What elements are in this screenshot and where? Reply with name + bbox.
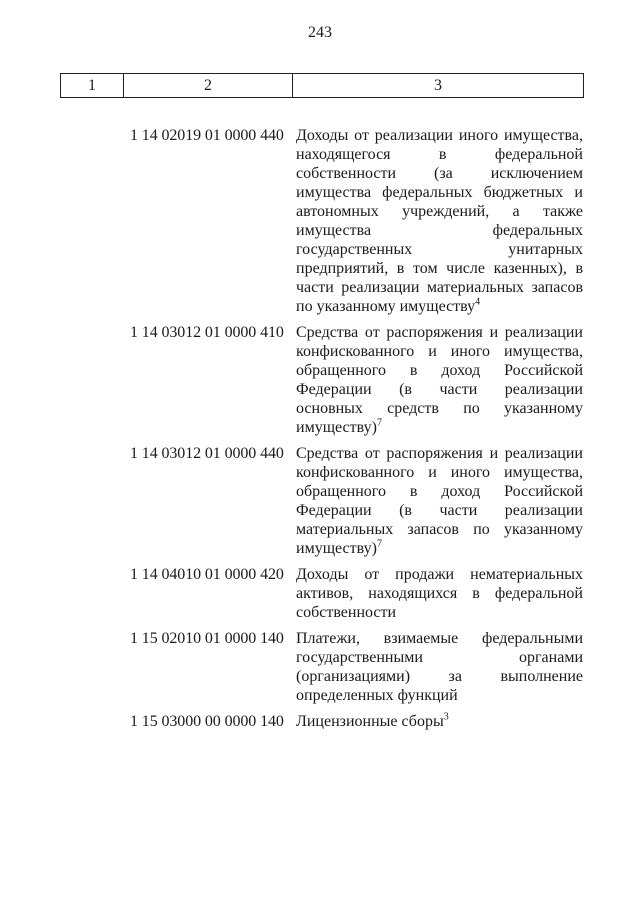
revenue-description xyxy=(296,323,583,437)
footnote-marker: 3 xyxy=(443,711,449,723)
revenue-description-text: Лицензионные сборы xyxy=(296,713,444,730)
revenue-row xyxy=(0,712,640,731)
footnote-marker: 7 xyxy=(376,417,382,429)
revenue-description-text: Доходы от реализации иного имущества, находящегося в федеральной собственности (за исключением имущества федеральных бюджетных и автономных учреждений, а также имущества федеральных государственных унитарных предприятий, в том числе казенных), в части реализации материальных запасов по указанному имуществу xyxy=(296,127,583,315)
column-header-3: 3 xyxy=(293,74,584,98)
revenue-description xyxy=(296,444,583,558)
column-header-1: 1 xyxy=(61,74,124,98)
revenue-code: 1 15 02010 01 0000 140 xyxy=(130,630,284,647)
revenue-description-text: Средства от распоряжения и реализации конфискованного и иного имущества, обращенного в доход Российской Федерации (в части реализации основных средств по указанному имуществу) xyxy=(296,324,583,436)
column-header-table xyxy=(60,73,584,98)
revenue-description-text: Платежи, взимаемые федеральными государственными органами (организациями) за выполнение определенных функций xyxy=(296,630,583,704)
revenue-row xyxy=(0,323,640,437)
revenue-code: 1 14 04010 01 0000 420 xyxy=(130,566,284,583)
revenue-row xyxy=(0,565,640,622)
revenue-code: 1 14 03012 01 0000 440 xyxy=(130,445,284,462)
revenue-description xyxy=(296,712,583,731)
revenue-description-text: Доходы от продажи нематериальных активов, находящихся в федеральной собственности xyxy=(296,566,583,621)
page-number: 243 xyxy=(308,24,332,41)
footnote-marker: 4 xyxy=(475,296,481,308)
revenue-description xyxy=(296,565,583,622)
revenue-row xyxy=(0,629,640,705)
revenue-code: 1 14 03012 01 0000 410 xyxy=(130,324,284,341)
revenue-description xyxy=(296,126,583,316)
revenue-row xyxy=(0,126,640,316)
revenue-code: 1 15 03000 00 0000 140 xyxy=(130,713,284,730)
footnote-marker: 7 xyxy=(376,538,382,550)
revenue-code-list xyxy=(0,126,640,731)
revenue-row xyxy=(0,444,640,558)
revenue-code: 1 14 02019 01 0000 440 xyxy=(130,127,284,144)
revenue-description xyxy=(296,629,583,705)
column-header-2: 2 xyxy=(124,74,293,98)
revenue-description-text: Средства от распоряжения и реализации конфискованного и иного имущества, обращенного в доход Российской Федерации (в части реализации материальных запасов по указанному имуществу) xyxy=(296,445,583,557)
